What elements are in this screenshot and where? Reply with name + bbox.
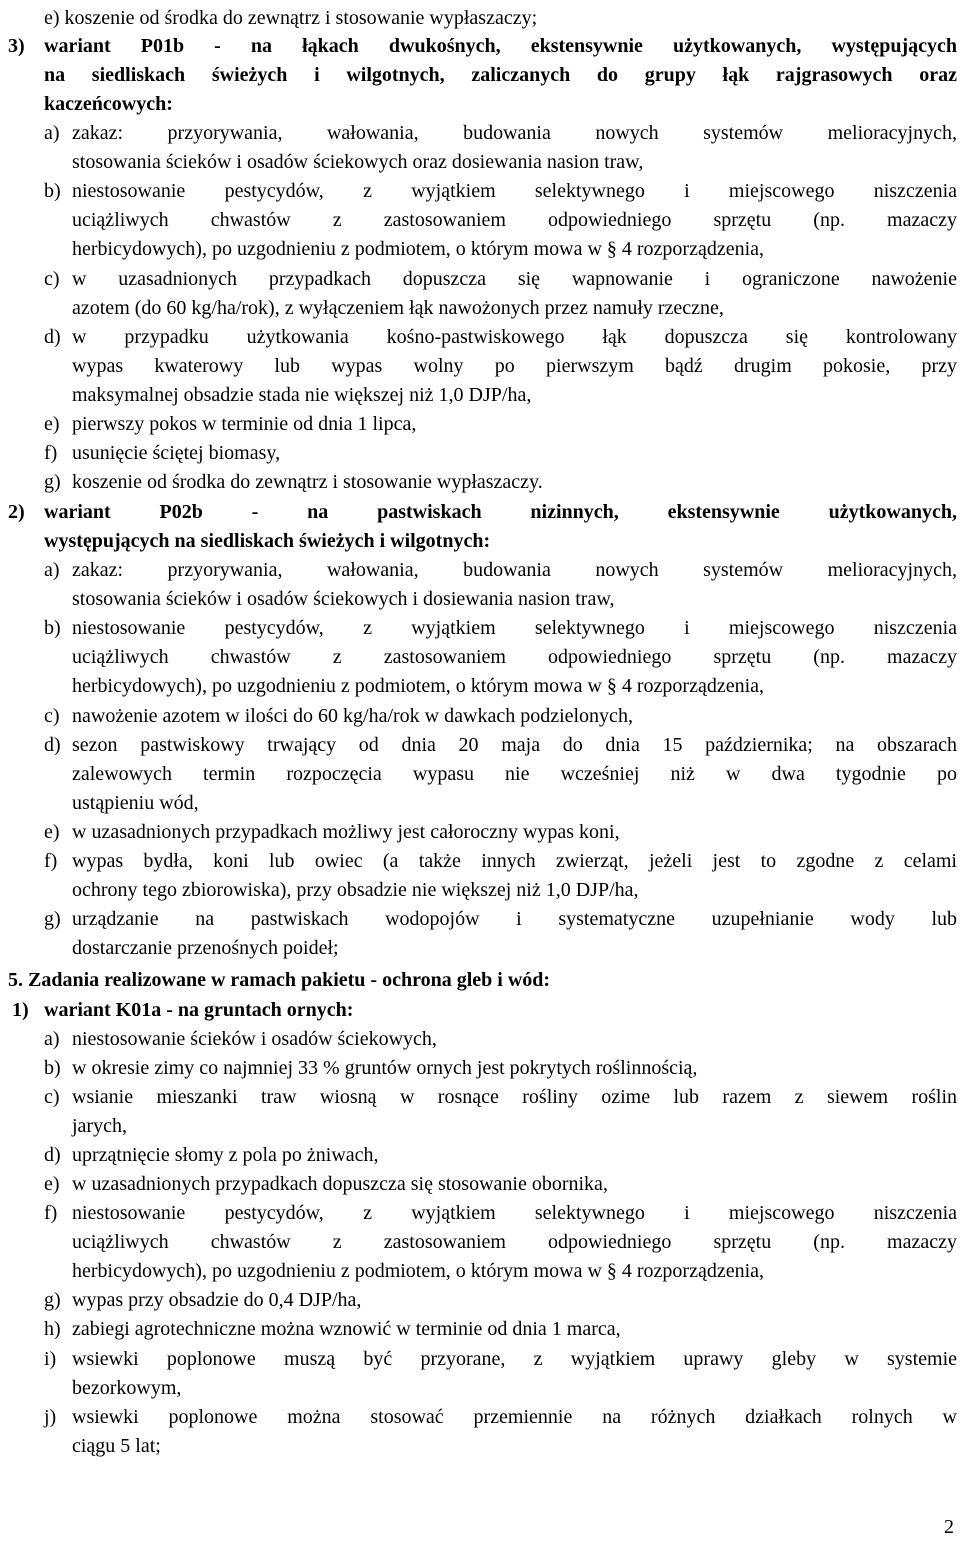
- list-marker: f): [44, 850, 58, 872]
- text-line: uciążliwych chwastów z zastosowaniem odpowiedniego sprzętu (np. mazaczy: [72, 646, 957, 668]
- list-marker: b): [44, 1057, 61, 1079]
- heading-line: 5. Zadania realizowane w ramach pakietu - ochrona gleb i wód:: [8, 969, 551, 991]
- text-line: wsiewki poplonowe muszą być przyorane, z wyjątkiem uprawy gleby w systemie: [72, 1348, 957, 1370]
- list-marker: j): [44, 1406, 57, 1428]
- text-line: zalewowych termin rozpoczęcia wypasu nie wcześniej niż w dwa tygodnie po: [72, 763, 957, 785]
- text-line: e) koszenie od środka do zewnątrz i stosowanie wypłaszaczy;: [44, 7, 538, 29]
- text-line: zabiegi agrotechniczne można wznowić w terminie od dnia 1 marca,: [72, 1318, 621, 1340]
- list-marker: d): [44, 734, 61, 756]
- heading-line: kaczeńcowych:: [44, 93, 173, 115]
- list-marker: g): [44, 471, 61, 493]
- text-line: zakaz: przyorywania, wałowania, budowania nowych systemów melioracyjnych,: [72, 559, 957, 581]
- text-line: w przypadku użytkowania kośno-pastwiskowego łąk dopuszcza się kontrolowany: [72, 326, 957, 348]
- text-line: maksymalnej obsadzie stada nie większej niż 1,0 DJP/ha,: [72, 384, 532, 406]
- list-marker: 2): [8, 501, 25, 523]
- list-marker: e): [44, 1173, 60, 1195]
- heading-line: występujących na siedliskach świeżych i wilgotnych:: [44, 530, 491, 552]
- text-line: bezorkowym,: [72, 1377, 182, 1399]
- list-marker: b): [44, 617, 61, 639]
- list-marker: g): [44, 908, 61, 930]
- text-line: herbicydowych), po uzgodnieniu z podmiotem, o którym mowa w § 4 rozporządzenia,: [72, 1260, 765, 1282]
- text-line: wypas przy obsadzie do 0,4 DJP/ha,: [72, 1289, 362, 1311]
- text-line: wypas kwaterowy lub wypas wolny po pierwszym bądź drugim pokosie, przy: [72, 355, 957, 377]
- text-line: niestosowanie pestycydów, z wyjątkiem selektywnego i miejscowego niszczenia: [72, 617, 957, 639]
- text-line: ciągu 5 lat;: [72, 1435, 161, 1457]
- text-line: stosowania ścieków i osadów ściekowych i dosiewania nasion traw,: [72, 588, 615, 610]
- text-line: niestosowanie ścieków i osadów ściekowych,: [72, 1028, 437, 1050]
- text-line: zakaz: przyorywania, wałowania, budowania nowych systemów melioracyjnych,: [72, 122, 957, 144]
- text-line: dostarczanie przenośnych poideł;: [72, 937, 339, 959]
- text-line: uprzątnięcie słomy z pola po żniwach,: [72, 1144, 379, 1166]
- list-marker: a): [44, 122, 60, 144]
- list-marker: c): [44, 705, 60, 727]
- heading-line: wariant P02b - na pastwiskach nizinnych, ekstensywnie użytkowanych,: [44, 501, 957, 523]
- text-line: jarych,: [72, 1115, 127, 1137]
- text-line: nawożenie azotem w ilości do 60 kg/ha/rok w dawkach podzielonych,: [72, 705, 633, 727]
- text-line: w uzasadnionych przypadkach dopuszcza się stosowanie obornika,: [72, 1173, 608, 1195]
- text-line: stosowania ścieków i osadów ściekowych oraz dosiewania nasion traw,: [72, 151, 644, 173]
- text-line: uciążliwych chwastów z zastosowaniem odpowiedniego sprzętu (np. mazaczy: [72, 1231, 957, 1253]
- text-line: niestosowanie pestycydów, z wyjątkiem selektywnego i miejscowego niszczenia: [72, 180, 957, 202]
- text-line: azotem (do 60 kg/ha/rok), z wyłączeniem łąk nawożonych przez namuły rzeczne,: [72, 297, 724, 319]
- list-marker: e): [44, 821, 60, 843]
- text-line: pierwszy pokos w terminie od dnia 1 lipca,: [72, 413, 417, 435]
- list-marker: b): [44, 180, 61, 202]
- heading-line: wariant P01b - na łąkach dwukośnych, ekstensywnie użytkowanych, występujących: [44, 35, 957, 57]
- text-line: sezon pastwiskowy trwający od dnia 20 maja do dnia 15 października; na obszarach: [72, 734, 957, 756]
- list-marker: c): [44, 1086, 60, 1108]
- list-marker: f): [44, 1202, 58, 1224]
- text-line: ustąpieniu wód,: [72, 792, 199, 814]
- heading-line: wariant K01a - na gruntach ornych:: [44, 999, 354, 1021]
- text-line: usunięcie ściętej biomasy,: [72, 442, 281, 464]
- text-line: herbicydowych), po uzgodnieniu z podmiotem, o którym mowa w § 4 rozporządzenia,: [72, 675, 765, 697]
- list-marker: h): [44, 1318, 61, 1340]
- text-line: koszenie od środka do zewnątrz i stosowanie wypłaszaczy.: [72, 471, 543, 493]
- text-line: wypas bydła, koni lub owiec (a także innych zwierząt, jeżeli jest to zgodne z celami: [72, 850, 957, 872]
- text-line: w uzasadnionych przypadkach możliwy jest całoroczny wypas koni,: [72, 821, 620, 843]
- text-line: herbicydowych), po uzgodnieniu z podmiotem, o którym mowa w § 4 rozporządzenia,: [72, 238, 765, 260]
- text-line: ochrony tego zbiorowiska), przy obsadzie nie większej niż 1,0 DJP/ha,: [72, 879, 639, 901]
- list-marker: g): [44, 1289, 61, 1311]
- list-marker: d): [44, 326, 61, 348]
- text-line: niestosowanie pestycydów, z wyjątkiem selektywnego i miejscowego niszczenia: [72, 1202, 957, 1224]
- list-marker: 1): [12, 999, 29, 1021]
- list-marker: 3): [8, 35, 25, 57]
- list-marker: d): [44, 1144, 61, 1166]
- heading-line: na siedliskach świeżych i wilgotnych, zaliczanych do grupy łąk rajgrasowych oraz: [44, 64, 957, 86]
- text-line: uciążliwych chwastów z zastosowaniem odpowiedniego sprzętu (np. mazaczy: [72, 209, 957, 231]
- list-marker: a): [44, 559, 60, 581]
- list-marker: c): [44, 268, 60, 290]
- list-marker: i): [44, 1348, 57, 1370]
- text-line: wsianie mieszanki traw wiosną w rosnące rośliny ozime lub razem z siewem roślin: [72, 1086, 957, 1108]
- list-marker: e): [44, 413, 60, 435]
- list-marker: a): [44, 1028, 60, 1050]
- page-number: 2: [944, 1516, 954, 1538]
- text-line: w okresie zimy co najmniej 33 % gruntów ornych jest pokrytych roślinnością,: [72, 1057, 698, 1079]
- text-line: w uzasadnionych przypadkach dopuszcza się wapnowanie i ograniczone nawożenie: [72, 268, 957, 290]
- text-line: urządzanie na pastwiskach wodopojów i systematyczne uzupełnianie wody lub: [72, 908, 957, 930]
- list-marker: f): [44, 442, 58, 464]
- text-line: wsiewki poplonowe można stosować przemiennie na różnych działkach rolnych w: [72, 1406, 957, 1428]
